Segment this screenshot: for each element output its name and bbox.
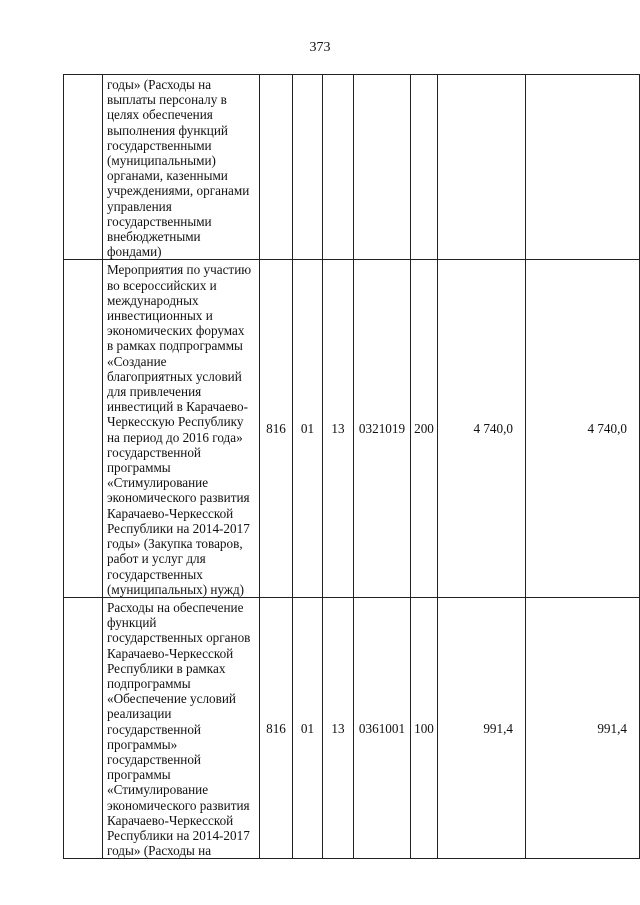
expense-type-cell: 100: [411, 597, 438, 858]
subsection-code-cell: 13: [323, 597, 354, 858]
description-line: Республики на 2014-2017: [107, 520, 250, 536]
description-line: Республики на 2014-2017: [107, 827, 250, 843]
description-line: государственной: [107, 721, 201, 737]
description-line: Расходы на обеспечение: [107, 599, 244, 615]
description-line: выплаты персоналу в: [107, 92, 227, 108]
expense-type-cell: [411, 75, 438, 260]
description-line: фондами): [107, 244, 162, 260]
description-line: управления: [107, 198, 172, 214]
description-line: Карачаево-Черкесской: [107, 505, 234, 521]
description-line: учреждениями, органами: [107, 183, 250, 199]
subsection-code-cell: 13: [323, 260, 354, 597]
table-row: [64, 260, 640, 597]
description-line: (муниципальных) нужд): [107, 581, 245, 597]
description-line: годы» (Расходы на: [107, 843, 212, 859]
description-line: годы» (Расходы на: [107, 77, 212, 92]
amount-cell-2: 991,4: [526, 597, 640, 858]
description-line: Черкесскую Республику: [107, 414, 244, 430]
number-cell: [64, 260, 103, 597]
amount-cell-2: [526, 75, 640, 260]
description-line: государственных органов: [107, 630, 251, 646]
description-line: для привлечения: [107, 384, 202, 400]
target-article-cell: 0361001: [354, 597, 411, 858]
description-line: государственной: [107, 444, 201, 460]
ministry-code-cell: 816: [260, 597, 293, 858]
description-line: функций: [107, 615, 157, 631]
number-cell: [64, 597, 103, 858]
amount-cell: 991,4: [438, 597, 526, 858]
amount-cell: 4 740,0: [438, 260, 526, 597]
description-line: реализации: [107, 706, 172, 722]
description-line: работ и услуг для: [107, 551, 206, 567]
description-line: программы: [107, 767, 171, 783]
description-line: внебюджетными: [107, 229, 201, 245]
description-line: программы»: [107, 736, 178, 752]
number-cell: [64, 75, 103, 260]
section-code-cell: [293, 75, 323, 260]
description-line: органами, казенными: [107, 168, 228, 184]
target-article-cell: 0321019: [354, 260, 411, 597]
description-cell: [103, 260, 260, 597]
description-line: на период до 2016 года»: [107, 429, 243, 445]
description-line: «Обеспечение условий: [107, 691, 236, 707]
description-line: «Стимулирование: [107, 475, 209, 491]
table-row: [64, 597, 640, 858]
table-row: [64, 75, 640, 260]
section-code-cell: 01: [293, 597, 323, 858]
budget-table: [63, 74, 640, 859]
amount-cell-2: 4 740,0: [526, 260, 640, 597]
description-line: Мероприятия по участию: [107, 262, 252, 278]
page-number: 373: [309, 40, 331, 55]
subsection-code-cell: [323, 75, 354, 260]
description-line: (муниципальными): [107, 153, 216, 169]
description-cell: [103, 75, 260, 260]
ministry-code-cell: [260, 75, 293, 260]
description-line: экономических форумах: [107, 323, 245, 339]
description-line: государственных: [107, 566, 203, 582]
ministry-code-cell: 816: [260, 260, 293, 597]
description-line: в рамках подпрограммы: [107, 338, 243, 354]
description-line: государственной: [107, 751, 201, 767]
section-code-cell: 01: [293, 260, 323, 597]
description-line: годы» (Закупка товаров,: [107, 536, 243, 552]
amount-cell: [438, 75, 526, 260]
description-line: подпрограммы: [107, 675, 191, 691]
description-line: «Стимулирование: [107, 782, 209, 798]
description-line: Карачаево-Черкесской: [107, 645, 234, 661]
target-article-cell: [354, 75, 411, 260]
expense-type-cell: 200: [411, 260, 438, 597]
description-cell: [103, 597, 260, 858]
description-line: экономического развития: [107, 490, 250, 506]
description-line: программы: [107, 460, 171, 476]
description-line: Карачаево-Черкесской: [107, 812, 234, 828]
description-line: благоприятных условий: [107, 368, 242, 384]
description-line: государственными: [107, 137, 212, 153]
description-line: выполнения функций: [107, 122, 228, 138]
description-line: «Создание: [107, 353, 167, 369]
description-line: международных: [107, 292, 199, 308]
description-line: инвестиций в Карачаево-: [107, 399, 248, 415]
description-line: Республики в рамках: [107, 660, 226, 676]
description-line: инвестиционных и: [107, 308, 213, 324]
description-line: целях обеспечения: [107, 107, 213, 123]
description-line: экономического развития: [107, 797, 250, 813]
description-line: во всероссийских и: [107, 277, 217, 293]
description-line: государственными: [107, 213, 212, 229]
